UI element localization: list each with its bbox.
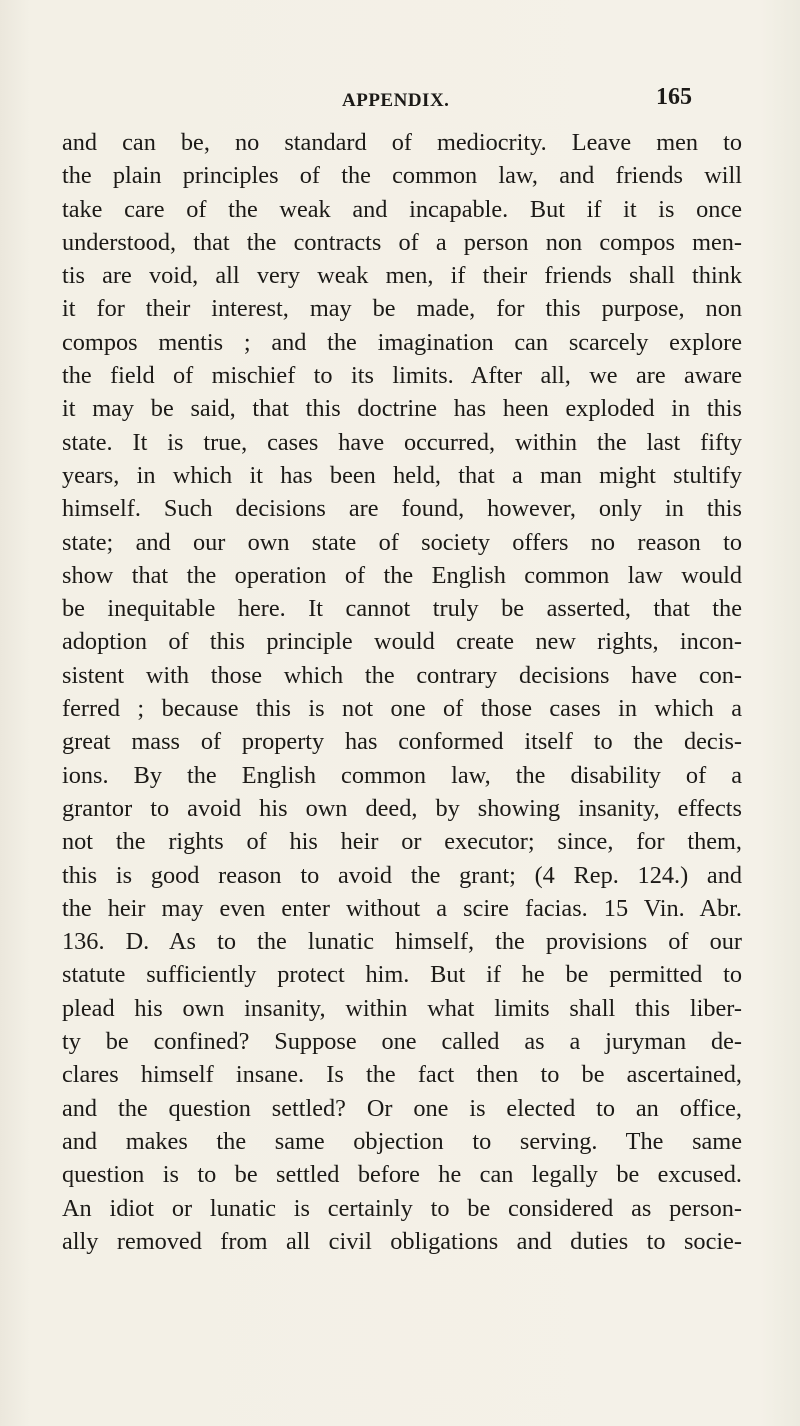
text-line: ferred ; because this is not one of those cases in which a (62, 695, 742, 723)
text-line: plead his own insanity, within what limits shall this liber- (62, 994, 742, 1022)
text-line: show that the operation of the English common law would (62, 561, 742, 589)
text-line: be inequitable here. It cannot truly be asserted, that the (62, 595, 742, 623)
text-line: take care of the weak and incapable. But if it is once (62, 195, 742, 223)
text-line: adoption of this principle would create new rights, incon- (62, 628, 742, 656)
running-head (0, 84, 800, 114)
text-line: grantor to avoid his own deed, by showing insanity, effects (62, 794, 742, 822)
text-line: years, in which it has been held, that a man might stultify (62, 461, 742, 489)
text-line: and the question settled? Or one is elected to an office, (62, 1094, 742, 1122)
body-text (62, 126, 742, 1258)
text-line: the field of mischief to its limits. After all, we are aware (62, 362, 742, 390)
text-line: it may be said, that this doctrine has heen exploded in this (62, 395, 742, 423)
page-number: 165 (656, 84, 692, 110)
text-line: understood, that the contracts of a person non compos men- (62, 228, 742, 256)
text-line: 136. D. As to the lunatic himself, the provisions of our (62, 928, 742, 956)
text-line: and makes the same objection to serving. The same (62, 1127, 742, 1155)
text-line: question is to be settled before he can legally be excused. (62, 1161, 742, 1189)
text-line: state; and our own state of society offers no reason to (62, 528, 742, 556)
text-line: ions. By the English common law, the disability of a (62, 761, 742, 789)
text-line: statute sufficiently protect him. But if he be permitted to (62, 961, 742, 989)
text-line: this is good reason to avoid the grant; (4 Rep. 124.) and (62, 861, 742, 889)
text-line: ty be confined? Suppose one called as a juryman de- (62, 1028, 742, 1056)
text-line: compos mentis ; and the imagination can scarcely explore (62, 328, 742, 356)
running-title: APPENDIX. (342, 90, 450, 111)
text-line: the plain principles of the common law, and friends will (62, 162, 742, 190)
text-line: not the rights of his heir or executor; since, for them, (62, 828, 742, 856)
text-line: it for their interest, may be made, for this purpose, non (62, 295, 742, 323)
text-line: himself. Such decisions are found, however, only in this (62, 495, 742, 523)
text-line: great mass of property has conformed itself to the decis- (62, 728, 742, 756)
text-line: state. It is true, cases have occurred, within the last fifty (62, 428, 742, 456)
text-line: ally removed from all civil obligations and duties to socie- (62, 1227, 742, 1255)
text-line: sistent with those which the contrary decisions have con- (62, 661, 742, 689)
text-line: tis are void, all very weak men, if their friends shall think (62, 262, 742, 290)
text-line: clares himself insane. Is the fact then to be ascertained, (62, 1061, 742, 1089)
text-line: and can be, no standard of mediocrity. Leave men to (62, 129, 742, 156)
text-line: the heir may even enter without a scire facias. 15 Vin. Abr. (62, 894, 742, 922)
text-line: An idiot or lunatic is certainly to be considered as person- (62, 1194, 742, 1222)
